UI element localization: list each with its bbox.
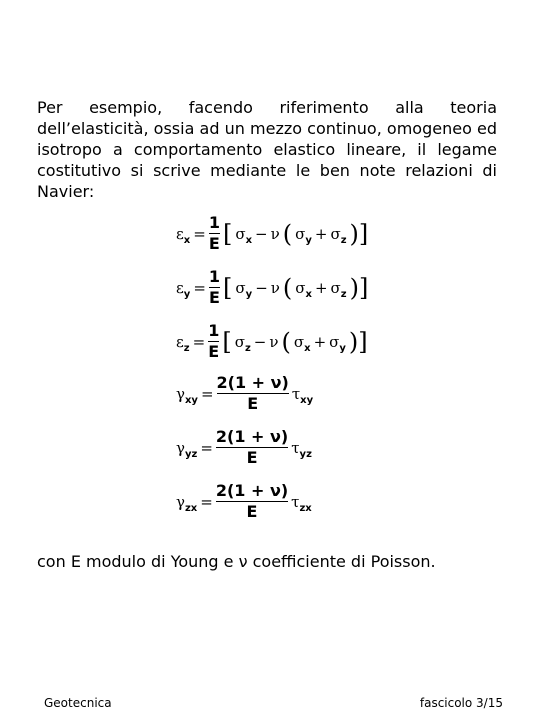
minus-sign: − [255, 278, 268, 297]
sigma-symbol: σ [234, 333, 245, 351]
gamma-symbol: γ [176, 385, 185, 403]
plus-sign: + [314, 278, 328, 297]
equation-gamma-xy [176, 374, 316, 413]
fraction-shear [217, 374, 289, 413]
numerator: 1 [208, 267, 221, 286]
subscript: z [340, 289, 347, 300]
numerator: 1 [208, 321, 220, 340]
equals-sign: = [200, 492, 213, 511]
fraction-shear [216, 428, 288, 467]
subscript: xy [184, 395, 198, 406]
subscript: y [245, 289, 253, 300]
fraction-one-over-e [209, 268, 220, 307]
equals-sign: = [200, 384, 214, 403]
numerator: 2(1 + ν) [215, 427, 289, 446]
nu-symbol: ν [270, 278, 280, 297]
sigma-symbol: σ [329, 333, 340, 351]
epsilon-symbol: ε [176, 279, 184, 297]
denominator: E [246, 502, 258, 521]
footer-page-number: fascicolo 3/15 [419, 696, 503, 710]
equation-gamma-zx [176, 482, 315, 521]
subscript: xy [300, 395, 314, 406]
intro-paragraph: Per esempio, facendo riferimento alla teoria dell’elasticità, ossia ad un mezzo continuo, omogeneo ed isotropo a comportamento elastico lineare, il legame costitutivo si scrive mediante le ben note relazioni di Navier: [37, 98, 497, 201]
fraction-one-over-e [209, 214, 220, 253]
subscript: yz [299, 449, 312, 460]
subscript: z [244, 343, 251, 354]
sigma-symbol: σ [235, 279, 246, 297]
tau-symbol: τ [291, 385, 301, 403]
equals-sign: = [200, 438, 213, 457]
minus-sign: − [253, 332, 267, 351]
equation-eps-y: $\varepsilon_y$ = $\frac{1}{E}$ [ $\sigma_y$ − ν ( $\sigma_x$ + $\sigma_z$ )] [176, 267, 369, 307]
denominator: E [246, 448, 258, 467]
subscript: z [183, 343, 190, 354]
numerator: 1 [208, 213, 220, 232]
sigma-symbol: σ [295, 279, 306, 297]
epsilon-symbol: ε [176, 225, 184, 243]
denominator: E [247, 394, 259, 413]
subscript: x [305, 289, 312, 300]
subscript: y [339, 343, 346, 354]
equals-sign: = [193, 278, 206, 297]
minus-sign: − [255, 224, 268, 243]
tau-symbol: τ [291, 439, 300, 457]
equation-eps-z: $\varepsilon_z$ = $\frac{1}{E}$ [ $\sigma_z$ − ν ( $\sigma_x$ + $\sigma_y$ )] [176, 321, 368, 361]
tau-symbol: τ [291, 493, 300, 511]
subscript: zx [299, 503, 312, 514]
epsilon-symbol: ε [176, 333, 184, 351]
gamma-symbol: γ [176, 439, 185, 457]
plus-sign: + [313, 332, 327, 351]
denominator: E [208, 234, 220, 253]
subscript: z [340, 235, 347, 246]
numerator: 2(1 + ν) [215, 481, 289, 500]
sigma-symbol: σ [293, 333, 305, 351]
plus-sign: + [314, 224, 328, 243]
nu-symbol: ν [269, 332, 279, 351]
equals-sign: = [193, 224, 206, 243]
closing-sentence: con E modulo di Young e ν coefficiente di Poisson. [37, 552, 436, 571]
sigma-symbol: σ [235, 225, 246, 243]
subscript: y [305, 235, 312, 246]
subscript: x [304, 343, 311, 354]
gamma-symbol: γ [176, 493, 185, 511]
navier-equations [176, 214, 376, 524]
equals-sign: = [192, 332, 206, 351]
equation-gamma-yz [176, 428, 315, 467]
sigma-symbol: σ [330, 279, 341, 297]
numerator: 2(1 + ν) [216, 373, 289, 392]
fraction-shear [216, 482, 288, 521]
equation-eps-x: $\varepsilon_x$ = $\frac{1}{E}$ [ $\sigma_x$ − ν ( $\sigma_y$ + $\sigma_z$ )] [176, 213, 369, 253]
sigma-symbol: σ [295, 225, 306, 243]
fraction-one-over-e [208, 322, 219, 361]
sigma-symbol: σ [330, 225, 341, 243]
subscript: x [183, 235, 191, 246]
subscript: yz [184, 449, 198, 460]
denominator: E [208, 342, 220, 361]
subscript: x [245, 235, 253, 246]
denominator: E [208, 288, 220, 307]
nu-symbol: ν [270, 224, 280, 243]
subscript: y [183, 289, 191, 300]
subscript: zx [184, 503, 198, 514]
footer-course-title: Geotecnica [44, 696, 112, 710]
